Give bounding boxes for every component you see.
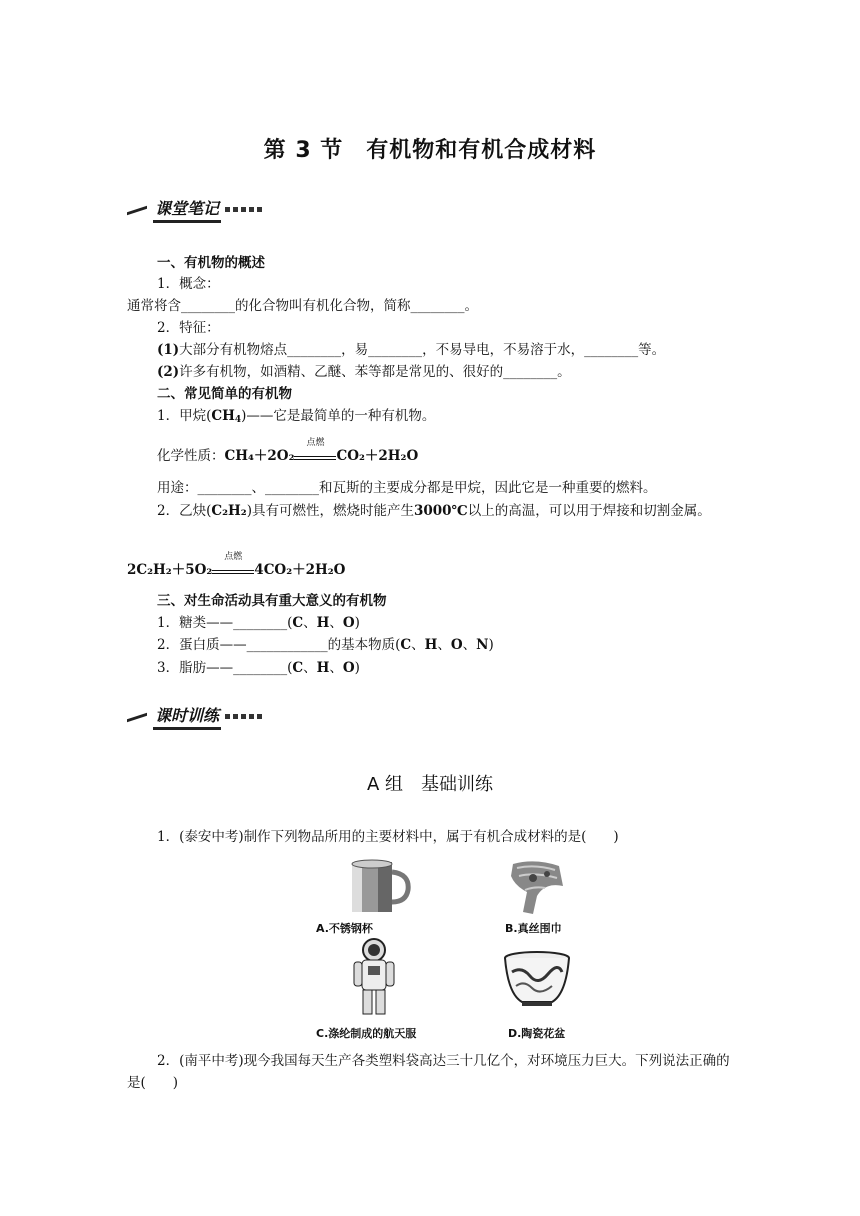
section-2-heading: 二、常见简单的有机物 xyxy=(157,386,292,402)
spacesuit-image xyxy=(352,938,396,1016)
text: 、 xyxy=(329,615,343,631)
formula: CH xyxy=(211,408,235,424)
element: H xyxy=(424,637,438,653)
temperature: 3000℃ xyxy=(413,503,468,519)
element: O xyxy=(342,615,355,631)
text: 以上的高温，可以用于焊接和切割金属。 xyxy=(467,503,711,519)
element: O xyxy=(342,660,355,676)
section-1-heading: 一、有机物的概述 xyxy=(157,255,265,271)
text: 、 xyxy=(329,660,343,676)
feature-2-text: 许多有机物，如酒精、乙醚、苯等都是常见的、很好的________。 xyxy=(179,364,571,380)
banner-label: 课堂笔记 xyxy=(153,196,221,223)
text: 2．乙炔( xyxy=(157,503,212,519)
text: ) xyxy=(241,408,247,424)
feature-2 xyxy=(157,362,571,382)
text: ) xyxy=(354,660,360,676)
text: 2．蛋白质——____________的基本物质( xyxy=(157,637,401,653)
group-a-heading: A 组 基础训练 xyxy=(366,774,494,795)
element: N xyxy=(476,637,489,653)
option-d-caption: D.陶瓷花盆 xyxy=(508,1027,566,1040)
condition-text: 点燃 xyxy=(224,552,243,562)
page-title: 第 3 节 有机物和有机合成材料 xyxy=(263,138,597,163)
item-number: (1) xyxy=(157,342,180,358)
equation-left: 2C₂H₂＋5O₂ xyxy=(127,562,213,578)
equation-left: CH₄＋2O₂ xyxy=(224,448,295,464)
reaction-condition xyxy=(212,552,254,574)
text: 、 xyxy=(437,637,451,653)
methane-use: 用途：________、________和瓦斯的主要成分都是甲烷，因此它是一种重要的燃料。 xyxy=(157,480,657,496)
element: C xyxy=(292,660,304,676)
element: O xyxy=(450,637,463,653)
question-2: 2．(南平中考)现今我国每天生产各类塑料袋高达三十几亿个，对环境压力巨大。下列说法正确的是( ) xyxy=(127,1053,730,1091)
element: C xyxy=(292,615,304,631)
element: H xyxy=(316,660,330,676)
ceramic-pot-image xyxy=(502,950,572,1008)
feature-1-text: 大部分有机物熔点________，易________，不易导电，不易溶于水，________等。 xyxy=(179,342,666,358)
silk-scarf-image xyxy=(505,856,569,916)
banner-label: 课时训练 xyxy=(153,703,221,730)
equation-right: 4CO₂＋2H₂O xyxy=(254,562,346,578)
text: ) xyxy=(354,615,360,631)
chem-label: 化学性质： xyxy=(157,448,225,464)
acetylene-paragraph xyxy=(127,500,737,522)
dots-decoration xyxy=(225,207,262,212)
section-3-heading: 三、对生命活动具有重大意义的有机物 xyxy=(157,593,387,609)
text: ) xyxy=(488,637,494,653)
option-c-caption: C.涤纶制成的航天服 xyxy=(316,1027,417,1040)
arrow-icon xyxy=(127,204,149,214)
arrow-icon xyxy=(127,711,149,721)
option-b-caption: B.真丝围巾 xyxy=(505,922,562,935)
option-a-caption: A.不锈钢杯 xyxy=(316,922,373,935)
banner-class-notes xyxy=(127,198,262,220)
question-1: 1．(泰安中考)制作下列物品所用的主要材料中，属于有机合成材料的是( ) xyxy=(157,829,619,845)
condition-text: 点燃 xyxy=(306,438,325,448)
subscript: 4 xyxy=(234,415,242,425)
text: ——它是最简单的一种有机物。 xyxy=(246,408,436,424)
text: )具有可燃性，燃烧时能产生 xyxy=(246,503,414,519)
text: 、 xyxy=(462,637,477,653)
element: H xyxy=(316,615,330,631)
methane-line xyxy=(157,406,435,430)
text: 1．甲烷( xyxy=(157,408,212,424)
sugar-line xyxy=(157,613,360,633)
text: 3．脂肪——________( xyxy=(157,660,293,676)
protein-line xyxy=(157,635,494,655)
feature-1 xyxy=(157,340,665,360)
element: C xyxy=(400,637,412,653)
steel-cup-image xyxy=(340,858,416,916)
concept-text: 通常将含________的化合物叫有机化合物，简称________。 xyxy=(127,298,478,314)
reaction-condition xyxy=(294,438,336,460)
equals-sign xyxy=(212,570,254,574)
equation-2 xyxy=(127,552,346,580)
text: 1．糖类——________( xyxy=(157,615,293,631)
equation-right: CO₂＋2H₂O xyxy=(336,448,419,464)
feature-label: 2．特征： xyxy=(157,320,220,336)
equation-1 xyxy=(157,438,419,466)
banner-lesson-training xyxy=(127,705,262,727)
dots-decoration xyxy=(225,714,262,719)
text: 、 xyxy=(303,615,317,631)
item-number: (2) xyxy=(157,364,180,380)
concept-label: 1．概念： xyxy=(157,276,220,292)
text: 、 xyxy=(303,660,317,676)
equals-sign xyxy=(294,456,336,460)
text: 、 xyxy=(411,637,425,653)
fat-line xyxy=(157,658,360,678)
formula: C₂H₂ xyxy=(211,503,247,519)
